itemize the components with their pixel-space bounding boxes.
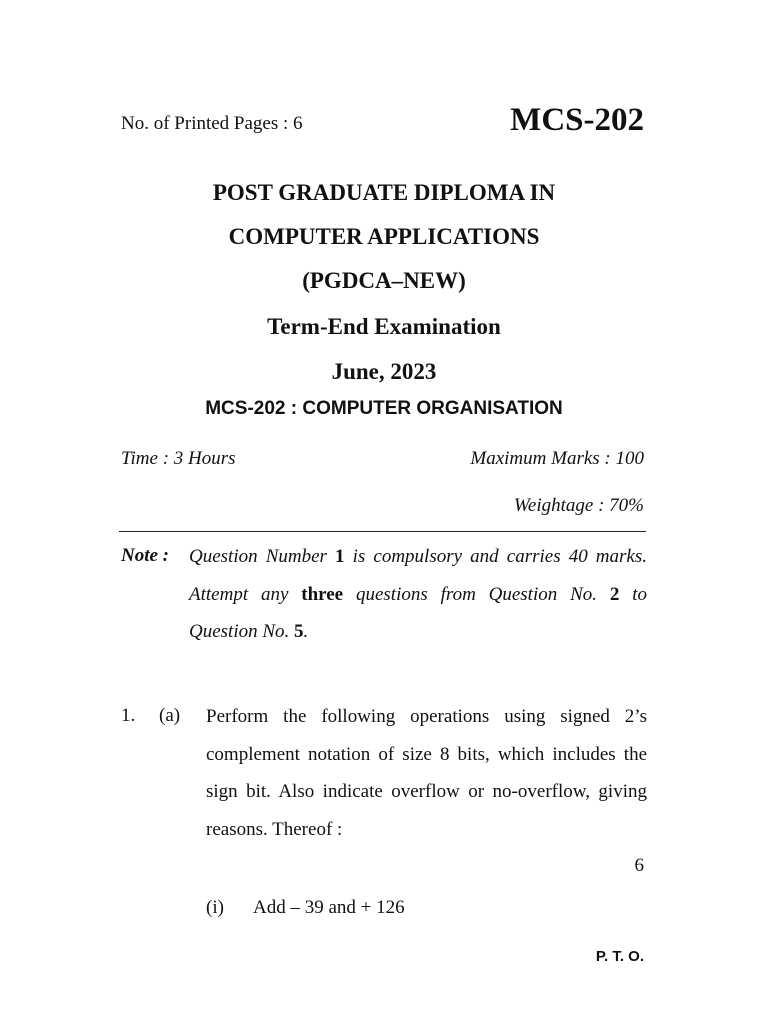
exam-name: Term-End Examination [267,314,501,339]
question-part-label: (a) [159,705,181,726]
maximum-marks: Maximum Marks : 100 [470,448,644,469]
question-number: 1. [121,705,136,726]
question-text: Perform the following operations using signed 2’s complement notation of size 8 bits, which includes the sign bit. Also indicate overflow or no-overflow, giving reasons. Thereof : [206,706,647,840]
printed-pages-count: No. of Printed Pages : 6 [121,113,303,134]
divider-rule [119,531,646,532]
please-turn-over: P. T. O. [595,948,644,965]
weightage: Weightage : 70% [513,495,644,516]
course-code: MCS-202 [510,102,644,138]
exam-session: June, 2023 [331,359,437,384]
question-marks: 6 [634,855,644,876]
note-text: Question Number 1 is compulsory and carries 40 marks. Attempt any three questions from Question No. 2 to Question No. 5. [189,546,648,642]
programme-title-line2: COMPUTER APPLICATIONS [228,224,540,249]
subject-title: MCS-202 : COMPUTER ORGANISATION [205,398,563,419]
programme-title-line1: POST GRADUATE DIPLOMA IN [212,180,556,205]
note-label: Note : [121,545,170,566]
sub-question-text: Add – 39 and + 126 [253,897,405,918]
sub-question-number: (i) [206,897,224,918]
exam-time: Time : 3 Hours [121,448,236,469]
programme-code: (PGDCA–NEW) [302,268,466,293]
